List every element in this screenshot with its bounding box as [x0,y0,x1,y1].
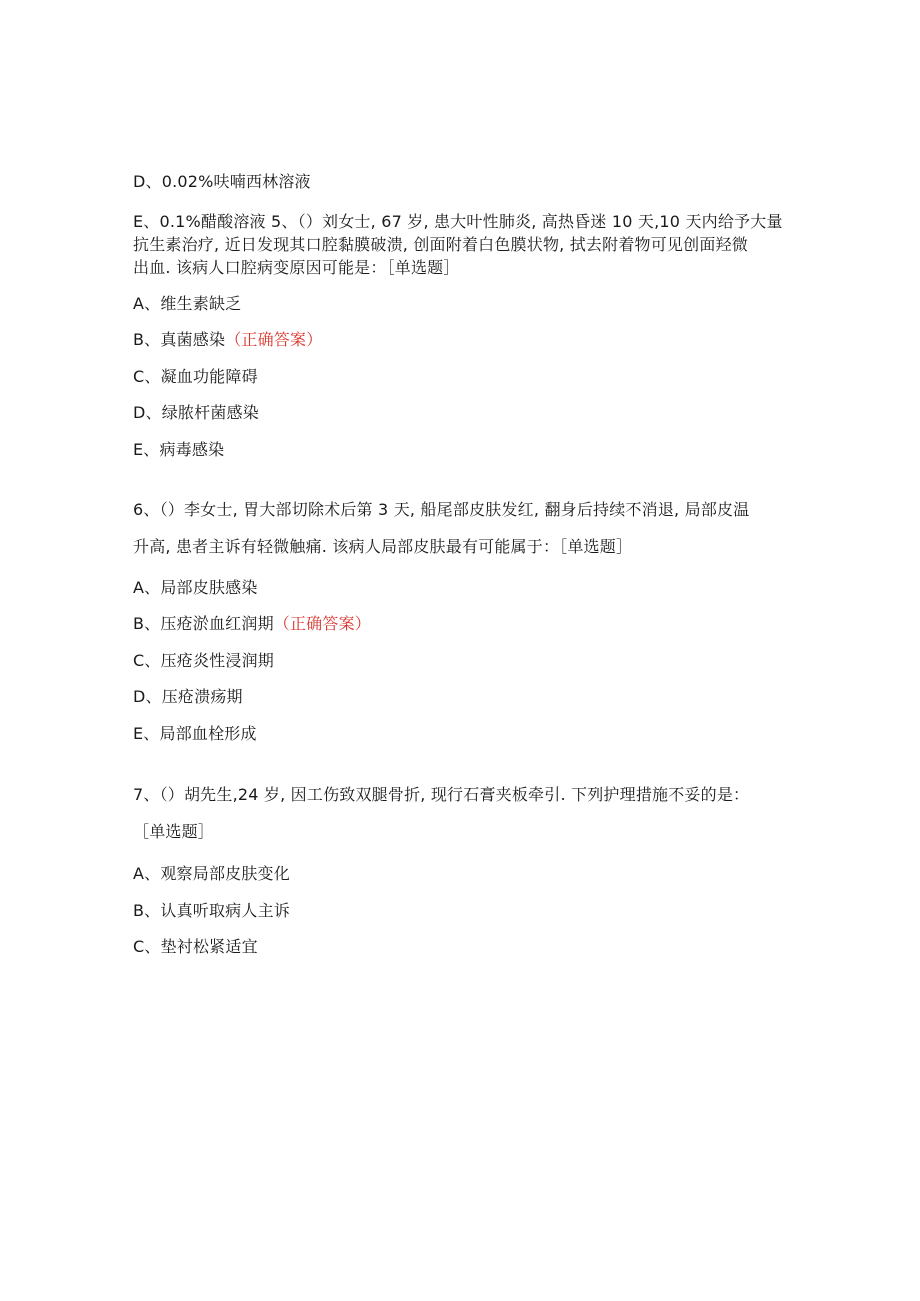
line-text: A、局部皮肤感染 [133,578,258,597]
line-text: C、垫衬松紧适宜 [133,937,258,956]
line-text: 6、（）李女士, 胃大部切除术后第 3 天, 船尾部皮肤发红, 翻身后持续不消退, 局部皮温 [133,500,750,519]
line-text: D、压疮溃疡期 [133,687,243,706]
line-text: 出血. 该病人口腔病变原因可能是：［单选题］ [133,258,460,277]
option-d-q4 [133,172,311,192]
option-a-q7 [133,864,290,884]
correct-answer-mark: （正确答案） [225,330,323,349]
line-text: 抗生素治疗, 近日发现其口腔黏膜破溃, 创面附着白色膜状物, 拭去附着物可见创面羟微 [133,235,748,254]
option-d-q5 [133,403,259,423]
line-text: B、压疮淤血红润期 [133,614,274,633]
option-e-q6 [133,724,257,744]
line-text: E、0.1%醋酸溶液 5、（）刘女士, 67 岁, 患大叶性肺炎, 高热昏迷 10 天,10 天内给予大量 [133,212,783,231]
line-text: A、维生素缺乏 [133,294,242,313]
option-e-q5 [133,440,224,460]
option-c-q7 [133,937,258,957]
line-text: C、压疮炎性浸润期 [133,651,274,670]
question-6-text-line-1 [133,500,749,520]
line-text: D、0.02%呋喃西林溶液 [133,172,311,191]
line-text: ［单选题］ [133,822,215,841]
option-b-q5 [133,330,322,350]
line-text: B、真菌感染 [133,330,226,349]
line-text: A、观察局部皮肤变化 [133,864,290,883]
line-text: E、病毒感染 [133,440,225,459]
line-text: D、绿脓杆菌感染 [133,403,259,422]
line-text: C、凝血功能障碍 [133,367,258,386]
option-c-q5 [133,367,258,387]
question-5-text-line-2 [133,235,748,255]
question-7-text-line-1 [133,785,749,805]
line-text: B、认真听取病人主诉 [133,901,290,920]
option-e-q4-and-question-5 [133,212,783,232]
option-a-q5 [133,294,241,314]
option-d-q6 [133,687,243,707]
option-c-q6 [133,651,274,671]
question-7-type-label [133,822,214,842]
question-6-text-line-2 [133,537,632,557]
line-text: 7、（）胡先生,24 岁, 因工伤致双腿骨折, 现行石膏夹板牵引. 下列护理措施不妥的是： [133,785,750,804]
option-a-q6 [133,578,258,598]
option-b-q7 [133,901,290,921]
correct-answer-mark: （正确答案） [273,614,371,633]
line-text: E、局部血栓形成 [133,724,257,743]
question-5-text-line-3 [133,258,460,278]
option-b-q6 [133,614,371,634]
line-text: 升高, 患者主诉有轻微触痛. 该病人局部皮肤最有可能属于：［单选题］ [133,537,633,556]
